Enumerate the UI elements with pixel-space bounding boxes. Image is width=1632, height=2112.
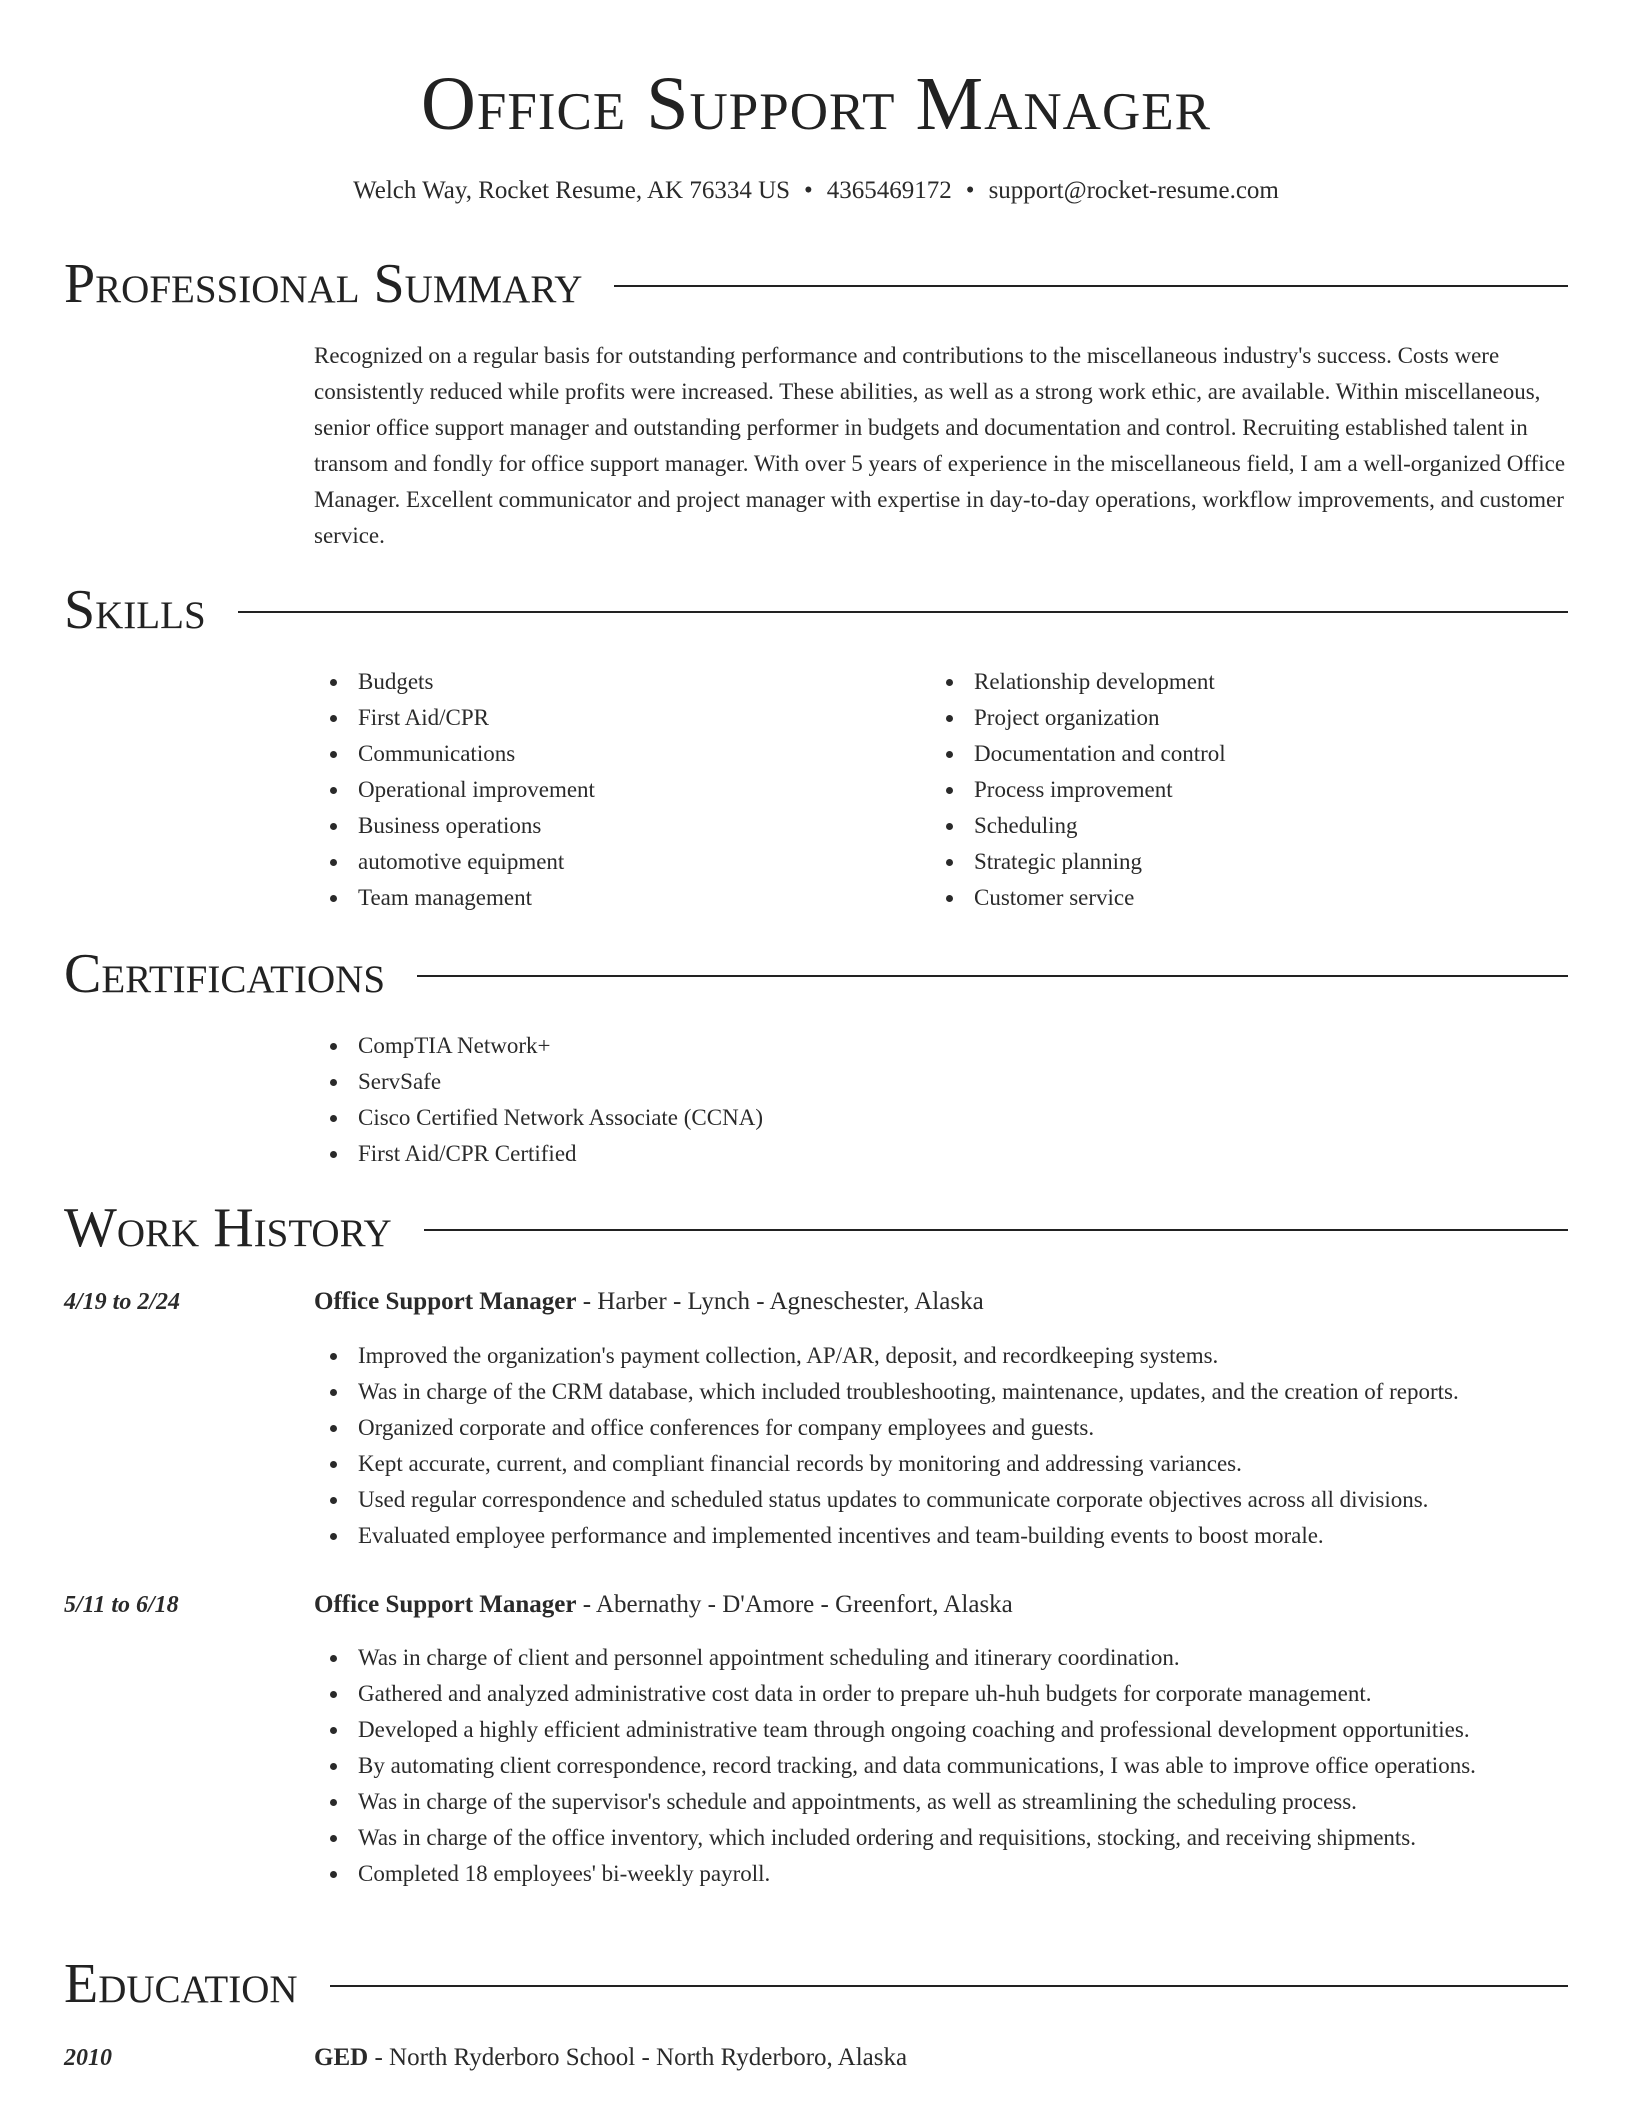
job-title: Office Support Manager <box>314 1288 577 1315</box>
summary-section-heading <box>64 252 1568 316</box>
job-bullet: Was in charge of client and personnel appointment scheduling and itinerary coordination. <box>314 1640 1568 1676</box>
education-degree: GED <box>314 2044 369 2071</box>
job-bullet: By automating client correspondence, record tracking, and data communications, I was able to improve office operations. <box>314 1748 1568 1784</box>
certifications-section-heading <box>64 942 1568 1006</box>
job-bullet: Developed a highly efficient administrative team through ongoing coaching and professional development opportunities. <box>314 1712 1568 1748</box>
job-bullet: Was in charge of the office inventory, which included ordering and requisitions, stocking, and receiving shipments. <box>314 1820 1568 1856</box>
skill-item: Business operations <box>314 808 914 844</box>
job-bullet: Was in charge of the supervisor's schedule and appointments, as well as streamlining the scheduling process. <box>314 1784 1568 1820</box>
contact-email: support@rocket-resume.com <box>988 177 1279 204</box>
skill-item: Scheduling <box>930 808 1530 844</box>
certification-item: ServSafe <box>314 1064 1568 1100</box>
job-bullet: Was in charge of the CRM database, which included troubleshooting, maintenance, updates, and the creation of reports. <box>314 1374 1568 1410</box>
skill-item: Project organization <box>930 700 1530 736</box>
skill-item: Documentation and control <box>930 736 1530 772</box>
skill-item: Process improvement <box>930 772 1530 808</box>
job-bullet: Kept accurate, current, and compliant financial records by monitoring and addressing variances. <box>314 1446 1568 1482</box>
skill-item: Communications <box>314 736 914 772</box>
job-bullet: Used regular correspondence and scheduled status updates to communicate corporate objectives across all divisions. <box>314 1482 1568 1518</box>
certifications-heading: Certifications <box>64 943 386 1005</box>
skill-item: Operational improvement <box>314 772 914 808</box>
job-bullet: Improved the organization's payment collection, AP/AR, deposit, and recordkeeping systems. <box>314 1338 1568 1374</box>
job-bullet: Organized corporate and office conferences for company employees and guests. <box>314 1410 1568 1446</box>
skill-item: Customer service <box>930 880 1530 916</box>
skill-item: Relationship development <box>930 664 1530 700</box>
contact-line <box>64 174 1568 208</box>
section-divider <box>424 1229 1568 1231</box>
job-dates: 5/11 to 6/18 <box>64 1592 179 1618</box>
contact-address: Welch Way, Rocket Resume, AK 76334 US <box>353 177 791 204</box>
job-bullets <box>314 1640 1568 1892</box>
job-employer-location: - Abernathy - D'Amore - Greenfort, Alaska <box>576 1591 1013 1618</box>
certification-item: Cisco Certified Network Associate (CCNA) <box>314 1100 1568 1136</box>
certification-item: First Aid/CPR Certified <box>314 1136 1568 1172</box>
summary-text: Recognized on a regular basis for outstanding performance and contributions to the miscellaneous industry's success. Costs were consistently reduced while profits were increased. These abilities, as well as a strong work ethic, are available. Within miscellaneous, senior office support manager and outstanding performer in budgets and documentation and control. Recruiting established talent in transom and fondly for office support manager. With over 5 years of experience in the miscellaneous field, I am a well-organized Office Manager. Excellent communicator and project manager with expertise in day-to-day operations, workflow improvements, and customer service. <box>314 343 1566 548</box>
job-title: Office Support Manager <box>314 1591 577 1618</box>
skill-item: Budgets <box>314 664 914 700</box>
separator-dot: • <box>804 177 813 204</box>
contact-phone: 4365469172 <box>826 177 952 204</box>
education-school-location: - North Ryderboro School - North Ryderboro, Alaska <box>368 2044 908 2071</box>
job-dates: 4/19 to 2/24 <box>64 1289 181 1315</box>
education-year: 2010 <box>64 2045 112 2071</box>
skills-right-column <box>930 664 1530 916</box>
certifications-list <box>314 1028 1568 1172</box>
section-divider <box>417 975 1568 977</box>
skills-left-column <box>314 664 914 916</box>
education-heading: Education <box>64 1953 298 2015</box>
job-bullet: Gathered and analyzed administrative cost data in order to prepare uh-huh budgets for corporate management. <box>314 1676 1568 1712</box>
summary-heading: Professional Summary <box>64 253 583 315</box>
skill-item: Strategic planning <box>930 844 1530 880</box>
skill-item: First Aid/CPR <box>314 700 914 736</box>
skill-item: automotive equipment <box>314 844 914 880</box>
section-divider <box>238 611 1568 613</box>
separator-dot: • <box>965 177 975 204</box>
certification-item: CompTIA Network+ <box>314 1028 1568 1064</box>
education-entry <box>314 2040 907 2076</box>
skills-section-heading <box>64 578 1568 642</box>
job-bullet: Evaluated employee performance and implemented incentives and team-building events to boost morale. <box>314 1518 1568 1554</box>
job-heading <box>314 1587 1013 1623</box>
candidate-name: Office Support Manager <box>421 62 1211 146</box>
job-bullets <box>314 1338 1568 1554</box>
work-section-heading <box>64 1196 1568 1260</box>
section-divider <box>330 1985 1568 1987</box>
work-heading: Work History <box>64 1197 392 1259</box>
skill-item: Team management <box>314 880 914 916</box>
job-employer-location: - Harber - Lynch - Agneschester, Alaska <box>576 1288 984 1315</box>
job-bullet: Completed 18 employees' bi-weekly payroll. <box>314 1856 1568 1892</box>
job-heading <box>314 1284 984 1320</box>
education-section-heading <box>64 1952 1568 2016</box>
skills-heading: Skills <box>64 579 206 641</box>
section-divider <box>614 285 1568 287</box>
